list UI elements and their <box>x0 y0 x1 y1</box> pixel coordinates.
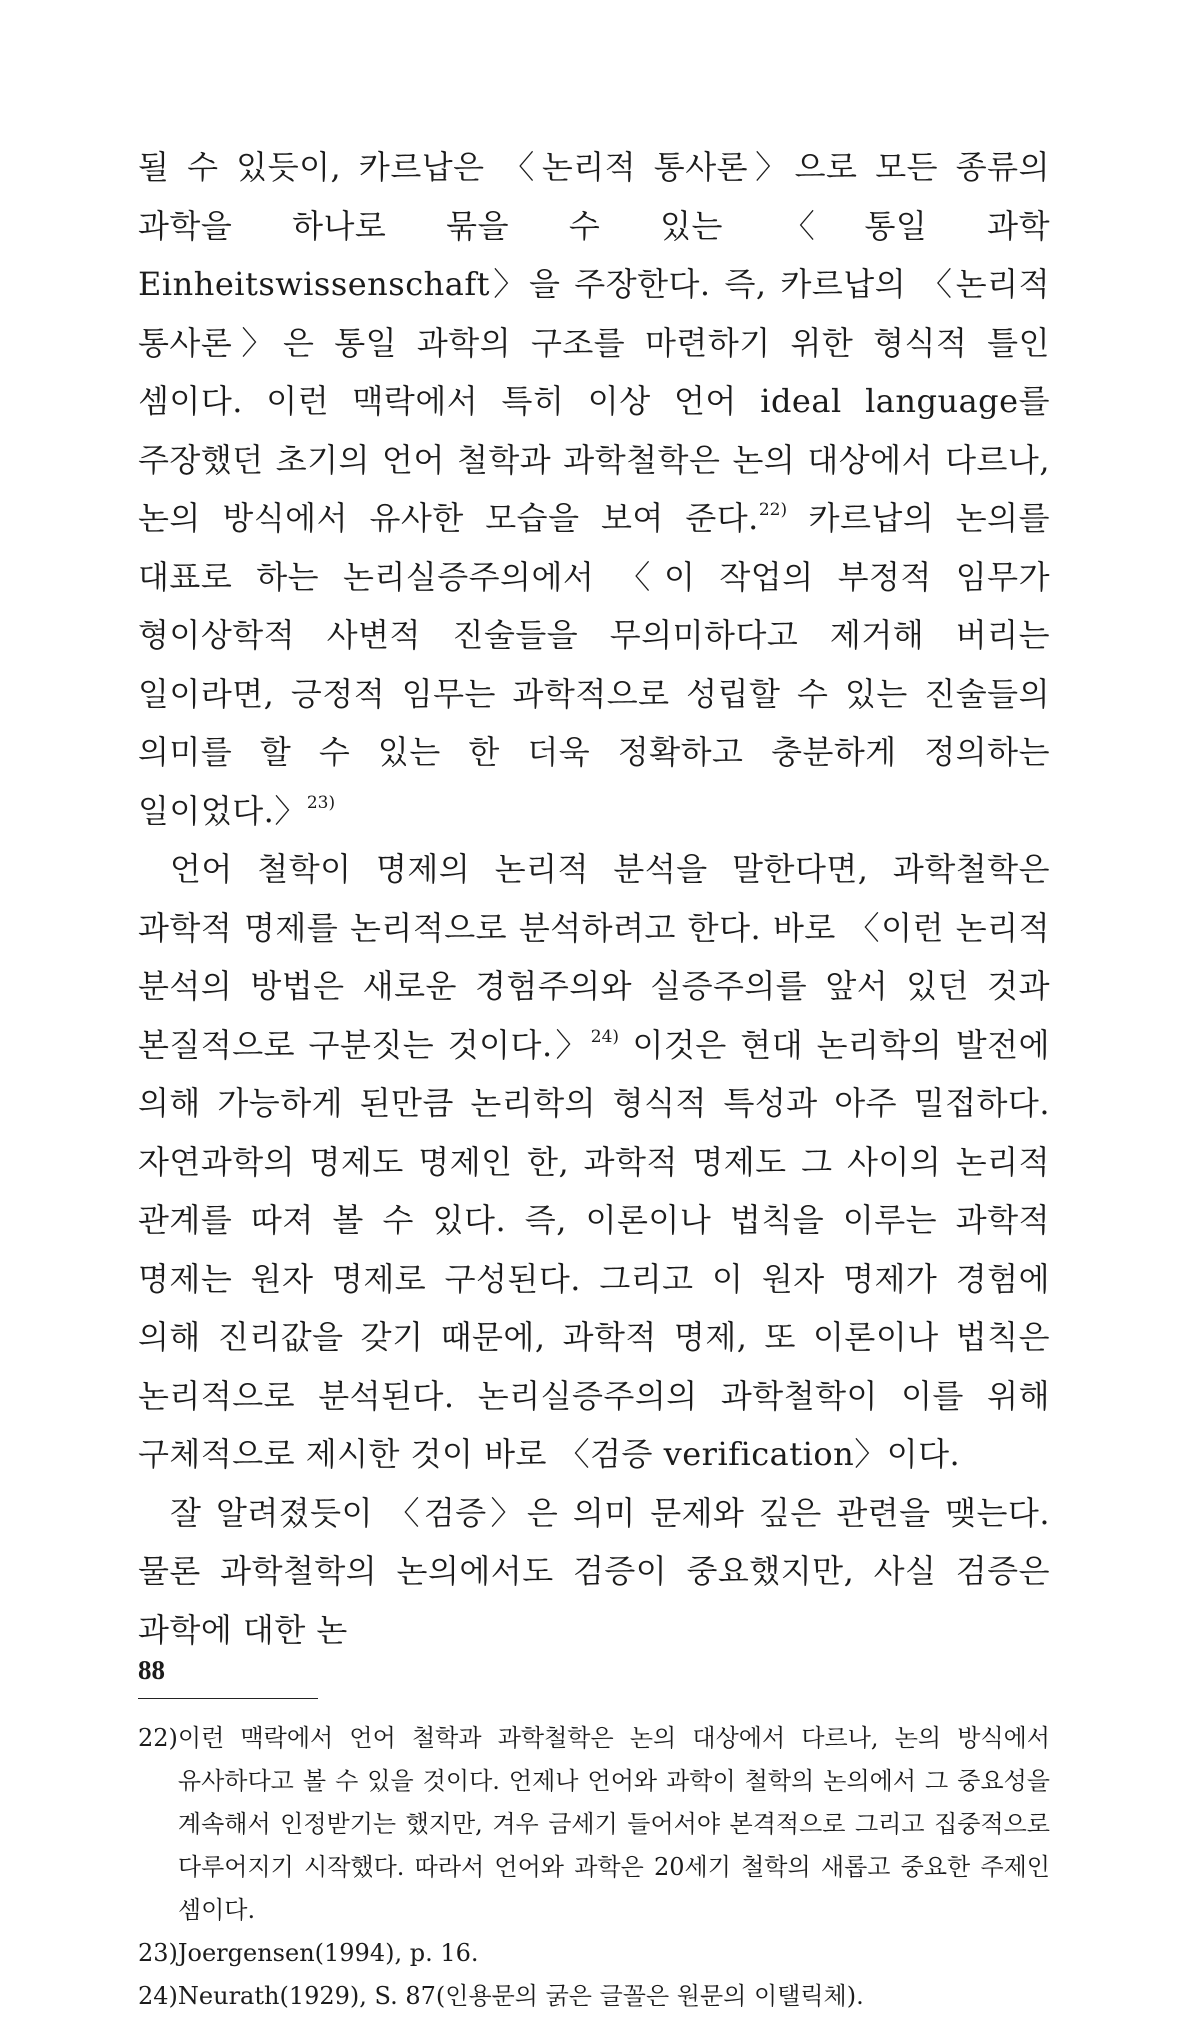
footnote-text: Neurath(1929), S. 87(인용문의 굵은 글꼴은 원문의 이탤릭체). <box>177 1982 864 2010</box>
page-content <box>138 138 1050 2018</box>
body-text <box>138 138 1050 1659</box>
footnote-ref-24: 24) <box>590 1026 620 1047</box>
paragraph-2-text-a: 언어 철학이 명제의 논리적 분석을 말한다면, 과학철학은 과학적 명제를 논리적으로 분석하려고 한다. 바로 〈이런 논리적 분석의 방법은 새로운 경험주의와 실증주의를 앞서 있던 것과 본질적으로 구분짓는 것이다.〉 <box>138 850 1050 1064</box>
paragraph-1-text-b: 카르납의 논의를 대표로 하는 논리실증주의에서 〈이 작업의 부정적 임무가 형이상학적 사변적 진술들을 무의미하다고 제거해 버리는 일이라면, 긍정적 임무는 과학적으로 성립할 수 있는 진술들의 의미를 할 수 있는 한 더욱 정확하고 충분하게 정의하는 일이었다.〉 <box>138 499 1051 830</box>
footnote-number: 24) <box>138 1982 178 2010</box>
footnote-divider <box>138 1698 318 1699</box>
footnote-22 <box>138 1717 1050 1932</box>
body-paragraph-2 <box>138 840 1050 1484</box>
body-paragraph-1 <box>138 138 1050 840</box>
footnote-number: 22) <box>138 1724 178 1752</box>
footnote-ref-22: 22) <box>758 500 788 520</box>
body-paragraph-3: 잘 알려졌듯이 〈검증〉은 의미 문제와 깊은 관련을 맺는다. 물론 과학철학의 논의에서도 검증이 중요했지만, 사실 검증은 과학에 대한 논 <box>138 1493 1050 1649</box>
footnote-23 <box>138 1932 1050 1975</box>
paragraph-1-text-a: 될 수 있듯이, 카르납은 〈논리적 통사론〉으로 모든 종류의 과학을 하나로 묶을 수 있는 〈통일 과학 Einheitswissenschaft〉을 주장한다. 즉, 카르납의 〈논리적 통사론〉은 통일 과학의 구조를 마련하기 위한 형식적 틀인 셈이다. 이런 맥락에서 특히 이상 언어 ideal language를 주장했던 초기의 언어 철학과 과학철학은 논의 대상에서 다르나, 논의 방식에서 유사한 모습을 보여 준다. <box>138 148 1050 537</box>
paragraph-2-text-b: 이것은 현대 논리학의 발전에 의해 가능하게 된만큼 논리학의 형식적 특성과 아주 밀접하다. 자연과학의 명제도 명제인 한, 과학적 명제도 그 사이의 논리적 관계를 따져 볼 수 있다. 즉, 이론이나 법칙을 이루는 과학적 명제는 원자 명제로 구성된다. 그리고 이 원자 명제가 경험에 의해 진리값을 갖기 때문에, 과학적 명제, 또 이론이나 법칙은 논리적으로 분석된다. 논리실증주의의 과학철학이 이를 위해 구체적으로 제시한 것이 바로 〈검증 verification〉이다. <box>138 1025 1050 1473</box>
footnote-number: 23) <box>138 1939 178 1967</box>
footnote-text: 이런 맥락에서 언어 철학과 과학철학은 논의 대상에서 다르나, 논의 방식에서 유사하다고 볼 수 있을 것이다. 언제나 언어와 과학이 철학의 논의에서 그 중요성을 계속해서 인정받기는 했지만, 겨우 금세기 들어서야 본격적으로 그리고 집중적으로 다루어지기 시작했다. 따라서 언어와 과학은 20세기 철학의 새롭고 중요한 주제인 셈이다. <box>177 1724 1050 1924</box>
footnote-text: Joergensen(1994), p. 16. <box>177 1939 479 1967</box>
page-number: 88 <box>138 1655 165 1685</box>
footnote-24 <box>138 1975 1050 2018</box>
footnotes <box>138 1717 1050 2018</box>
footnote-ref-23: 23) <box>306 792 336 813</box>
